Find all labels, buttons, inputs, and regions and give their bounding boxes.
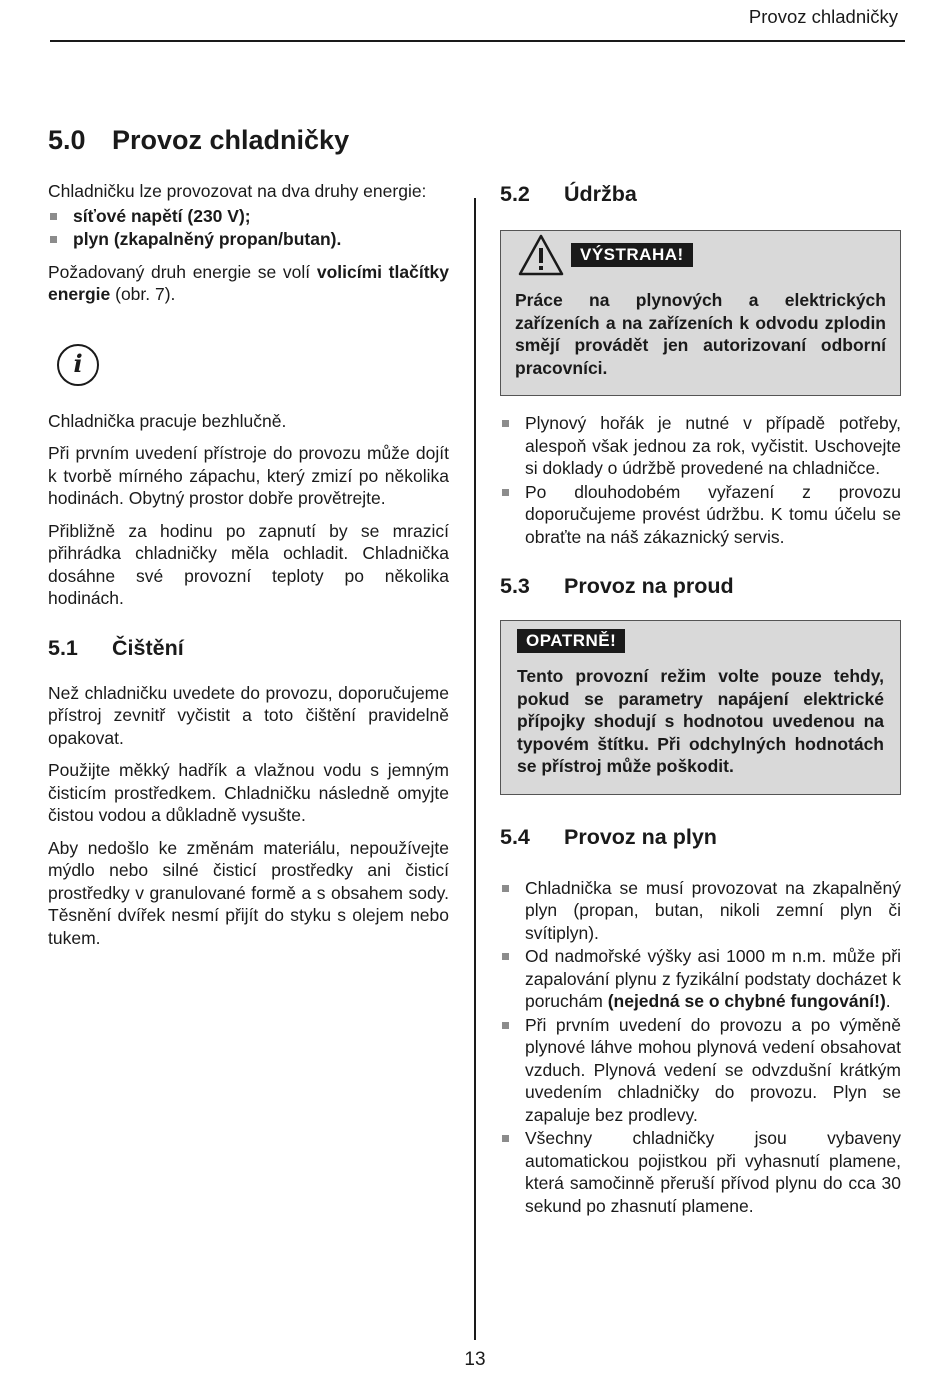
warning-header	[517, 233, 886, 277]
energy-select-pre: Požadovaný druh energie se volí	[48, 261, 317, 282]
list-item: síťové napětí (230 V);	[48, 205, 449, 228]
cleaning-paragraph-2: Použijte měkký hadřík a vlažnou vodu s jemným čisticím prostředkem. Chladničku následně omyjte čistou vodou a důkladně vysušte.	[48, 760, 449, 825]
left-column	[48, 180, 449, 959]
gas-operation-list	[500, 877, 901, 1218]
section-number: 5.2	[500, 182, 530, 206]
list-item	[500, 945, 901, 1013]
energy-intro: Chladničku lze provozovat na dva druhy energie:	[48, 181, 427, 201]
section-heading-5-1	[48, 634, 449, 662]
energy-list	[48, 205, 449, 251]
page-number: 13	[464, 1349, 486, 1370]
section-title: Provoz na plyn	[564, 824, 717, 849]
info-icon: i	[57, 344, 99, 386]
running-header: Provoz chladničky	[748, 6, 898, 27]
right-column	[500, 180, 901, 1227]
section-title: Čištění	[112, 635, 184, 660]
list-item: Plynový hořák je nutné v případě potřeby, alespoň však jednou za rok, vyčistit. Uschovejte si doklady o údržbě provedené na chladničce.	[500, 412, 901, 480]
page-title	[48, 122, 349, 158]
section-heading-5-3	[500, 572, 901, 600]
section-number: 5.1	[48, 635, 78, 660]
section-number: 5.4	[500, 824, 530, 849]
section-title: Údržba	[564, 182, 637, 206]
silent-paragraph: Chladnička pracuje bezhlučně.	[48, 410, 287, 431]
section-title: Provoz na proud	[564, 574, 734, 598]
page-title-text: Provoz chladničky	[112, 125, 350, 155]
caution-label: OPATRNĚ!	[517, 629, 625, 653]
list-item-text: Od nadmořské výšky asi 1000 m n.m. může při zapalování plynu z fyzikální podstaty docházet k poruchám	[525, 946, 901, 1011]
caution-box	[500, 620, 901, 795]
cleaning-paragraph-1: Než chladničku uvedete do provozu, doporučujeme přístroj zevnitř vyčistit a toto čištění pravidelně opakovat.	[48, 682, 449, 748]
list-item: Při prvním uvedení do provozu a po výměně plynové láhve mohou plynová vedení obsahovat vzduch. Plynová vedení se odvzdušní krátkým uvedením chladničky do provozu. Plyn se zapaluje bez prodlevy.	[500, 1014, 901, 1127]
section-heading-5-2	[500, 180, 901, 208]
section-heading-5-4	[500, 823, 901, 851]
warning-text: Práce na plynových a elektrických zařízeních a na zařízeních k odvodu zplodin smějí provádět jen autorizovaní odborní pracovníci.	[515, 290, 886, 378]
energy-select-bold: volicími tlačítky energie	[48, 261, 449, 304]
list-item: Chladnička se musí provozovat na zkapalněný plyn (propan, butan, nikoli zemní plyn či svítiplyn).	[500, 877, 901, 945]
caution-text: Tento provozní režim volte pouze tehdy, pokud se parametry napájení elektrické přípojky shodují s hodnotou uvedenou na typovém štítku. Při odchylných hodnotách se přístroj může poškodit.	[517, 666, 884, 776]
list-item: Po dlouhodobém vyřazení z provozu doporučujeme provést údržbu. K tomu účelu se obraťte na náš zákaznický servis.	[500, 481, 901, 549]
header-rule	[50, 40, 905, 42]
warning-triangle-icon	[517, 233, 565, 277]
energy-select-paragraph	[48, 261, 449, 306]
list-item: Všechny chladničky jsou vybaveny automatickou pojistkou při vyhasnutí plamene, která samočinně přeruší přívod plynu do cca 30 sekund po zhasnutí plamene.	[500, 1127, 901, 1217]
cleaning-paragraph-3: Aby nedošlo ke změnám materiálu, nepoužívejte mýdlo nebo silné čisticí prostředky ani čisticí prostředky v granulované formě a s obsahem sody. Těsnění dvířek nesmí přijít do styku s olejem nebo tukem.	[48, 837, 449, 948]
list-item-text-end: .	[885, 991, 891, 1011]
column-divider	[474, 198, 476, 1340]
caution-header	[517, 629, 884, 653]
cooling-paragraph: Přibližně za hodinu po zapnutí by se mrazicí přihrádka chladničky měla ochladit. Chladnička dosáhne své provozní teploty po několika hodinách.	[48, 520, 449, 608]
warning-box	[500, 230, 901, 396]
page-title-number: 5.0	[48, 125, 86, 155]
maintenance-list	[500, 412, 901, 548]
section-number: 5.3	[500, 574, 530, 598]
list-item-bold: (nejedná se o chybné fungování!)	[607, 991, 886, 1011]
warning-label: VÝSTRAHA!	[571, 243, 693, 267]
smell-paragraph: Při prvním uvedení přístroje do provozu může dojít k tvorbě mírného zápachu, který zmizí po několika hodinách. Obytný prostor dobře provětrejte.	[48, 443, 449, 508]
energy-select-post: (obr. 7).	[110, 284, 176, 304]
list-item: plyn (zkapalněný propan/butan).	[48, 228, 449, 251]
